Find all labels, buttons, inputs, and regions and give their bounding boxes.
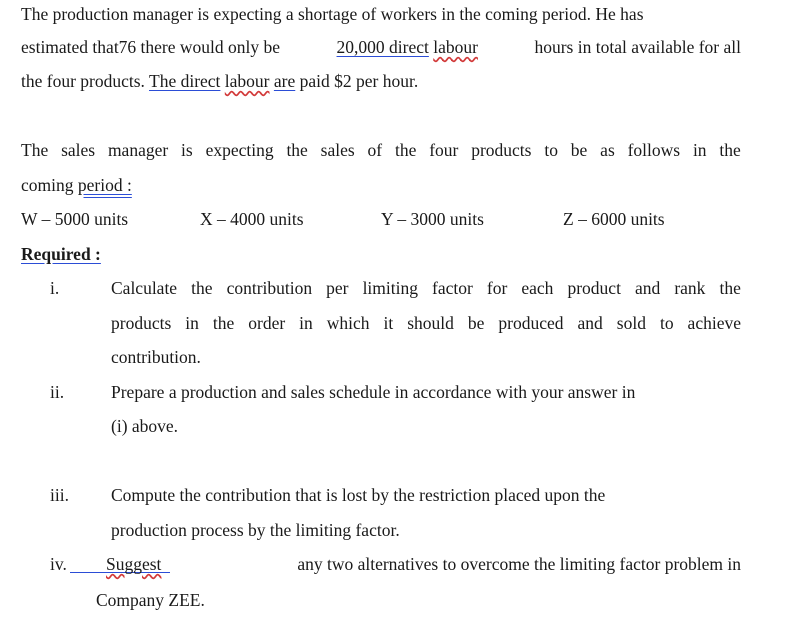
para1-line2-underlined: 20,000 direct (336, 37, 429, 57)
word: in (692, 140, 707, 160)
para2-line2 (21, 174, 132, 196)
word: and (634, 278, 661, 298)
para1-line3-are: are (273, 71, 296, 91)
para1-line2-hours (337, 36, 478, 58)
para1-line3 (21, 70, 418, 92)
question-iii-line1: Compute the contribution that is lost by the restriction placed upon the (111, 485, 606, 505)
question-i-line3: contribution. (111, 347, 201, 367)
word: follows (627, 140, 681, 160)
word: manager (107, 140, 169, 160)
required-heading: Required : (21, 244, 101, 264)
word: as (600, 140, 615, 160)
word: per (326, 278, 349, 298)
para1-line3-underlined: The direct (149, 71, 221, 91)
question-iii-number: iii. (50, 485, 69, 505)
sales-z: Z – 6000 units (563, 209, 665, 229)
word: the (394, 140, 417, 160)
word: is (181, 140, 193, 160)
para1-line1: The production manager is expecting a shortage of workers in the coming period. He has (21, 4, 644, 24)
word: for (486, 278, 508, 298)
word: each (521, 278, 554, 298)
word: product (567, 278, 621, 298)
para1-line3-a: the four products. (21, 71, 145, 91)
question-ii-line2: (i) above. (111, 416, 179, 436)
para1-line3-labour: labour (224, 71, 270, 91)
para1-line2-c: hours in total available for all (534, 37, 741, 57)
word: the (191, 278, 213, 298)
question-i-line1 (111, 277, 741, 299)
word: rank (674, 278, 706, 298)
word: contribution (226, 278, 313, 298)
word: the (719, 140, 741, 160)
question-iv-suggest: Suggest (106, 554, 162, 574)
sales-y: Y – 3000 units (381, 209, 484, 229)
question-iv-line1-rest: any two alternatives to overcome the limiting factor problem in (297, 554, 741, 574)
word: the (286, 140, 308, 160)
word: factor (432, 278, 473, 298)
para2-line2-a: coming (21, 175, 74, 195)
word: the (719, 278, 741, 298)
word: of (367, 140, 383, 160)
question-i-number: i. (50, 278, 60, 298)
word: expecting (205, 140, 274, 160)
para2-line1 (21, 139, 741, 161)
question-iv-line2: Company ZEE. (96, 590, 205, 610)
question-iii-line2: production process by the limiting factor. (111, 520, 400, 540)
word: sales (61, 140, 96, 160)
word: be (570, 140, 588, 160)
word: Calculate (111, 278, 178, 298)
para1-line2-labour: labour (433, 37, 478, 57)
word: products (471, 140, 532, 160)
para2-line2-period: period : (77, 175, 132, 195)
word: to (544, 140, 558, 160)
para1-line2-a: estimated that76 there would only be (21, 37, 281, 57)
para1-line2 (21, 36, 741, 58)
word: four (429, 140, 459, 160)
question-ii-number: ii. (50, 382, 65, 402)
question-ii-line1: Prepare a production and sales schedule in accordance with your answer in (111, 382, 636, 402)
sales-x: X – 4000 units (200, 209, 304, 229)
word: limiting (362, 278, 418, 298)
word: The (21, 140, 49, 160)
question-i-line2: products in the order in which it should be produced and sold to achieve (111, 313, 741, 333)
word: sales (320, 140, 355, 160)
sales-w: W – 5000 units (21, 209, 129, 229)
question-iv-number: iv. (50, 554, 67, 574)
question-iv-line1 (106, 553, 741, 575)
para1-line3-d: paid $2 per hour. (299, 71, 419, 91)
